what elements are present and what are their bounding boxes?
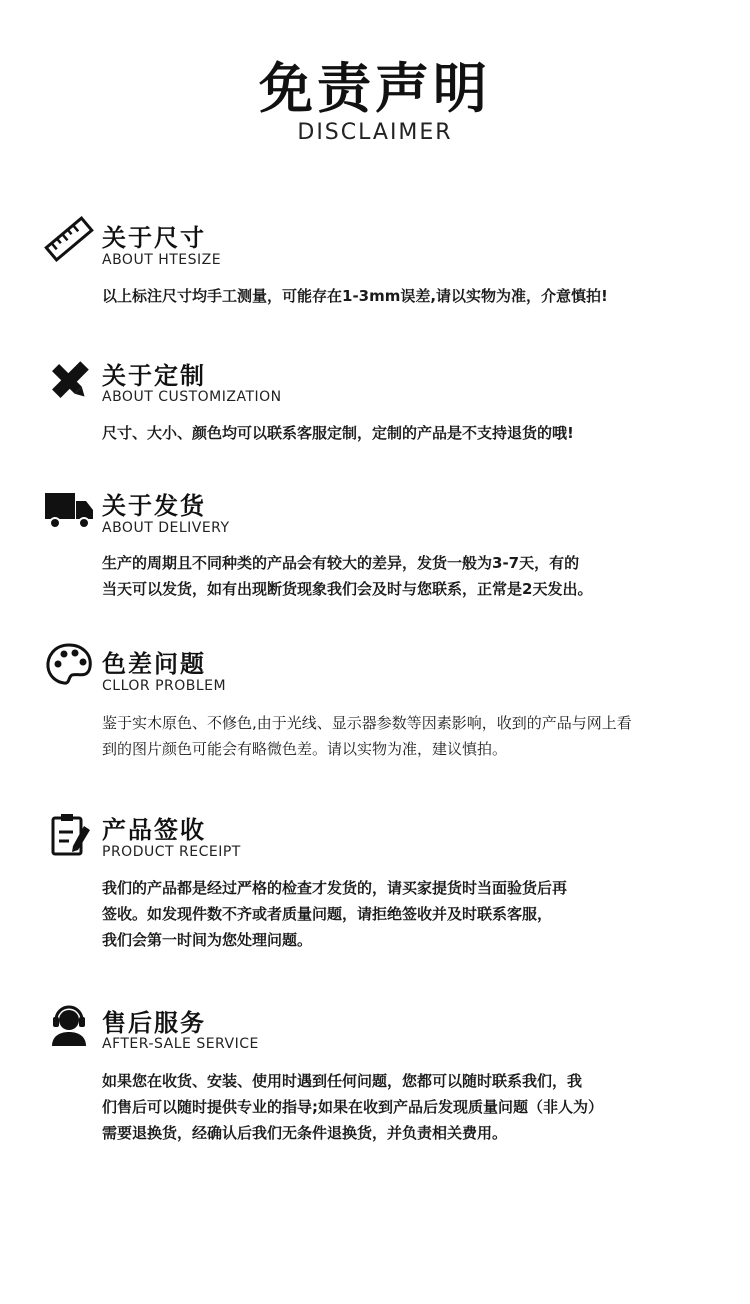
body-line: 当天可以发货，如有出现断货现象我们会及时与您联系，正常是2天发出。 <box>102 580 593 598</box>
section-subtitle: ABOUT DELIVERY <box>102 520 230 536</box>
clipboard-icon <box>44 810 94 860</box>
page-subtitle: DISCLAIMER <box>297 120 453 145</box>
body-line: 以上标注尺寸均手工测量，可能存在1-3mm误差,请以实物为准，介意慎拍! <box>102 287 608 305</box>
body-line: 到的图片颜色可能会有略微色差。请以实物为准，建议慎拍。 <box>102 740 508 758</box>
ruler-icon <box>44 214 94 264</box>
palette-icon <box>44 640 94 690</box>
page-title: 免责声明 <box>259 57 491 120</box>
body-line: 我们会第一时间为您处理问题。 <box>102 931 313 949</box>
section-title: 售后服务 <box>102 1009 206 1037</box>
section-title: 色差问题 <box>102 650 206 678</box>
section-subtitle: ABOUT HTESIZE <box>102 252 222 268</box>
body-line: 如果您在收货、安装、使用时遇到任何问题，您都可以随时联系我们，我 <box>102 1072 583 1090</box>
section-body <box>102 283 722 309</box>
section-body <box>102 875 722 953</box>
body-line: 需要退换货，经确认后我们无条件退换货，并负责相关费用。 <box>102 1124 508 1142</box>
body-line: 尺寸、大小、颜色均可以联系客服定制，定制的产品是不支持退货的哦! <box>102 424 574 442</box>
body-line: 生产的周期且不同种类的产品会有较大的差异，发货一般为3-7天，有的 <box>102 554 580 572</box>
section-title: 关于尺寸 <box>102 224 206 252</box>
section-title: 关于发货 <box>102 492 206 520</box>
body-line: 鉴于实木原色、不修色,由于光线、显示器参数等因素影响，收到的产品与网上看 <box>102 714 632 732</box>
section-title: 产品签收 <box>102 816 206 844</box>
section-subtitle: AFTER-SALE SERVICE <box>102 1036 259 1052</box>
section-body <box>102 1068 722 1146</box>
section-body <box>102 710 722 762</box>
pencil-ruler-icon <box>44 356 94 406</box>
truck-icon <box>44 484 94 534</box>
section-subtitle: PRODUCT RECEIPT <box>102 844 241 860</box>
section-body <box>102 420 722 446</box>
headset-icon <box>44 1000 94 1050</box>
section-subtitle: ABOUT CUSTOMIZATION <box>102 389 282 405</box>
section-body <box>102 550 722 602</box>
body-line: 们售后可以随时提供专业的指导;如果在收到产品后发现质量问题（非人为） <box>102 1098 604 1116</box>
section-title: 关于定制 <box>102 362 206 390</box>
section-subtitle: CLLOR PROBLEM <box>102 678 227 694</box>
body-line: 我们的产品都是经过严格的检查才发货的，请买家提货时当面验货后再 <box>102 879 568 897</box>
body-line: 签收。如发现件数不齐或者质量问题，请拒绝签收并及时联系客服， <box>102 905 553 923</box>
